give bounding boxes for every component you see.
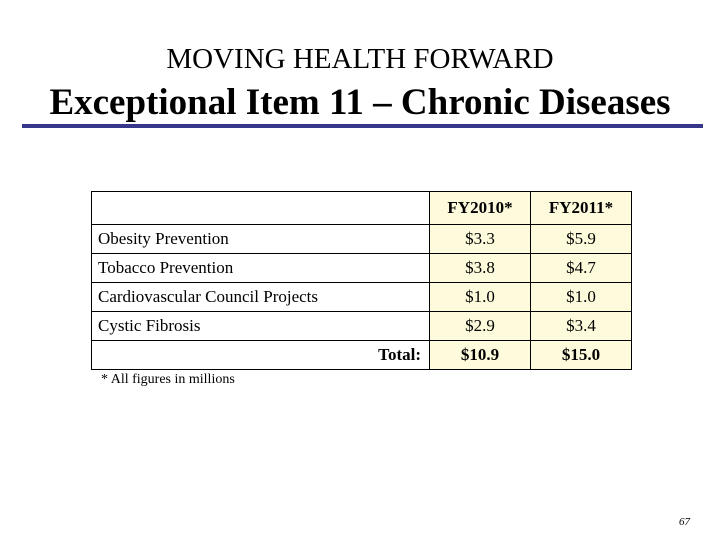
fy2010-value: $2.9 xyxy=(430,312,531,341)
table-row xyxy=(92,312,632,341)
total-label: Total: xyxy=(92,341,430,370)
row-label: Obesity Prevention xyxy=(92,225,430,254)
fy2010-value: $3.8 xyxy=(430,254,531,283)
fy2011-value: $4.7 xyxy=(531,254,632,283)
fy2010-value: $3.3 xyxy=(430,225,531,254)
slide-supertitle: MOVING HEALTH FORWARD xyxy=(166,43,554,75)
table-row xyxy=(92,254,632,283)
column-header-fy2010: FY2010* xyxy=(430,192,531,225)
table-header-row xyxy=(92,192,632,225)
fy2010-total: $10.9 xyxy=(430,341,531,370)
fy2011-total: $15.0 xyxy=(531,341,632,370)
row-label: Cystic Fibrosis xyxy=(92,312,430,341)
funding-table xyxy=(91,191,632,370)
fy2011-value: $5.9 xyxy=(531,225,632,254)
table-row xyxy=(92,283,632,312)
title-divider xyxy=(22,124,703,128)
fy2011-value: $1.0 xyxy=(531,283,632,312)
table-row xyxy=(92,225,632,254)
page-number: 67 xyxy=(679,516,690,528)
fy2010-value: $1.0 xyxy=(430,283,531,312)
column-header-fy2011: FY2011* xyxy=(531,192,632,225)
row-label: Tobacco Prevention xyxy=(92,254,430,283)
footnote: * All figures in millions xyxy=(101,372,235,387)
header-blank-cell xyxy=(92,192,430,225)
slide-title: Exceptional Item 11 – Chronic Diseases xyxy=(49,82,671,123)
row-label: Cardiovascular Council Projects xyxy=(92,283,430,312)
fy2011-value: $3.4 xyxy=(531,312,632,341)
total-row xyxy=(92,341,632,370)
